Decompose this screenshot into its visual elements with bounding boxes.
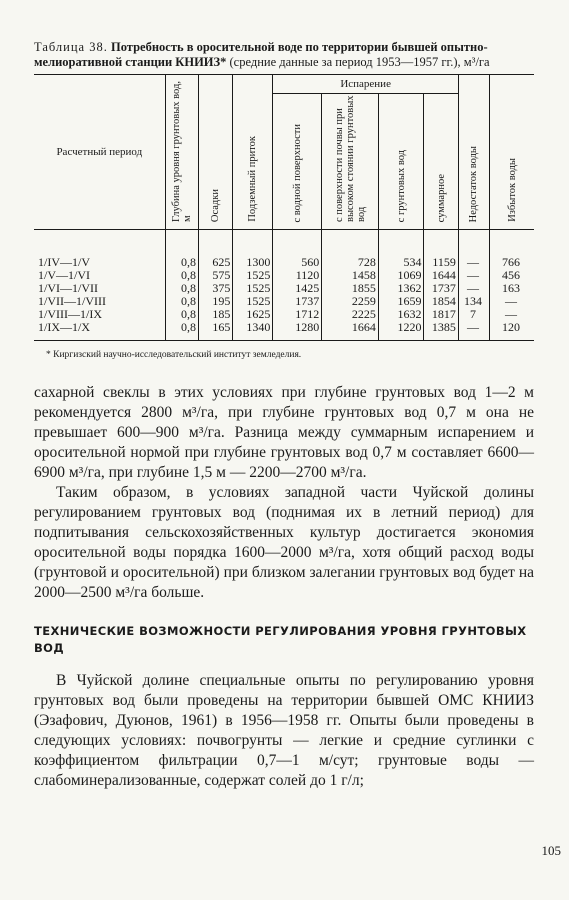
header-deficit: Недостаток воды <box>458 75 489 230</box>
table-row <box>34 230 534 270</box>
cell-evap-total: 1385 <box>424 321 458 341</box>
cell-inflow: 1525 <box>233 282 273 295</box>
header-evap-group: Испарение <box>273 75 459 94</box>
cell-evap-total: 1159 <box>424 230 458 270</box>
table-bottom-rule <box>34 341 534 342</box>
cell-inflow: 1340 <box>233 321 273 341</box>
header-depth: Глубина уровня грунтовых вод, м <box>165 75 198 230</box>
page-content <box>34 40 534 791</box>
cell-evap-ground: 1220 <box>378 321 424 341</box>
cell-evap-soil: 728 <box>322 230 379 270</box>
cell-period: 1/VIII—1/IX <box>38 307 102 321</box>
cell-evap-soil: 1664 <box>322 321 379 341</box>
cell-surplus: 163 <box>490 282 535 295</box>
table-row <box>34 321 534 341</box>
cell-inflow: 1625 <box>233 308 273 321</box>
cell-precip: 625 <box>198 230 232 270</box>
cell-precip: 165 <box>198 321 232 341</box>
paragraph-3: В Чуйской долине специальные опыты по регулированию уровня грунтовых вод были проведены на территории бывшей ОМС КНИИЗ (Эзафович, Дуюнов, 1961) в 1956—1958 гг. Опыты были проведены в следующих условиях: почвогрунты — легкие и средние суглинки с коэффициентом фильтрации 0,7—1 м/сут; грунтовые воды — слабоминерализованные, содержат солей до 1 г/л; <box>34 672 534 789</box>
cell-period: 1/IX—1/X <box>38 320 90 334</box>
header-period: Расчетный период <box>34 75 165 230</box>
cell-deficit: — <box>458 269 489 282</box>
paragraph-1: сахарной свеклы в этих условиях при глубине грунтовых вод 1—2 м рекомендуется 2800 м³/га, при глубине грунтовых вод 0,7 м она не превышает 600—900 м³/га. Разница между суммарным испарением и оросительной нормой при глубине грунтовых вод 0,7 м составляет 6600—6900 м³/га, при глубине 1,5 м — 2200—2700 м³/га. <box>34 384 534 481</box>
cell-evap-water: 560 <box>273 230 322 270</box>
cell-depth: 0,8 <box>165 269 198 282</box>
cell-surplus: 766 <box>490 230 535 270</box>
cell-evap-soil: 1458 <box>322 269 379 282</box>
cell-deficit: — <box>458 282 489 295</box>
cell-period: 1/V—1/VI <box>38 268 90 282</box>
header-evap-ground: с грунтовых вод <box>378 94 424 230</box>
header-evap-total: суммарное <box>424 94 458 230</box>
paragraph-2: Таким образом, в условиях западной части Чуйской долины регулированием грунтовых вод (поднимая их в летний период) для подпитывания сельскохозяйственных культур достигается экономия оросительной воды порядка 1600—2000 м³/га, хотя общий расход воды (грунтовой и оросительной) при близком залегании грунтовых вод будет на 2000—2500 м³/га больше. <box>34 484 534 601</box>
header-inflow: Подземный приток <box>233 75 273 230</box>
cell-depth: 0,8 <box>165 295 198 308</box>
table-body <box>34 230 534 341</box>
cell-evap-ground: 1632 <box>378 308 424 321</box>
caption-lead: Таблица 38. <box>34 40 108 54</box>
caption-title: Потребность в оросительной воде по территории бывшей опытно-мелиоративной станции КНИИЗ* <box>34 40 488 69</box>
cell-inflow: 1300 <box>233 230 273 270</box>
cell-evap-water: 1712 <box>273 308 322 321</box>
cell-surplus: — <box>490 295 535 308</box>
table-row <box>34 269 534 282</box>
cell-evap-ground: 1069 <box>378 269 424 282</box>
cell-precip: 375 <box>198 282 232 295</box>
cell-surplus: — <box>490 308 535 321</box>
header-row <box>34 75 534 94</box>
cell-deficit: — <box>458 321 489 341</box>
cell-depth: 0,8 <box>165 230 198 270</box>
cell-depth: 0,8 <box>165 321 198 341</box>
cell-evap-total: 1854 <box>424 295 458 308</box>
cell-inflow: 1525 <box>233 295 273 308</box>
cell-deficit: 7 <box>458 308 489 321</box>
cell-surplus: 456 <box>490 269 535 282</box>
table-row <box>34 308 534 321</box>
footnote: * Киргизский научно-исследовательский институт земледелия. <box>46 350 302 360</box>
header-surplus: Избыток воды <box>490 75 535 230</box>
cell-evap-ground: 1659 <box>378 295 424 308</box>
table-row <box>34 282 534 295</box>
cell-evap-water: 1425 <box>273 282 322 295</box>
section-heading: ТЕХНИЧЕСКИЕ ВОЗМОЖНОСТИ РЕГУЛИРОВАНИЯ УРОВНЯ ГРУНТОВЫХ ВОД <box>34 624 527 655</box>
cell-evap-soil: 2225 <box>322 308 379 321</box>
cell-evap-ground: 534 <box>378 230 424 270</box>
header-evap-water: с водной поверхности <box>273 94 322 230</box>
table-caption <box>34 40 534 70</box>
cell-evap-water: 1280 <box>273 321 322 341</box>
caption-rest: (средние данные за период 1953—1957 гг.), м³/га <box>229 55 490 69</box>
cell-period: 1/VI—1/VII <box>38 281 98 295</box>
cell-evap-total: 1817 <box>424 308 458 321</box>
cell-evap-water: 1120 <box>273 269 322 282</box>
page-number: 105 <box>541 843 561 858</box>
cell-depth: 0,8 <box>165 308 198 321</box>
cell-evap-ground: 1362 <box>378 282 424 295</box>
data-table <box>34 74 534 341</box>
cell-depth: 0,8 <box>165 282 198 295</box>
header-evap-soil: с поверхности почвы при высоком стоянии грунтовых вод <box>322 94 379 230</box>
cell-period: 1/VII—1/VIII <box>38 294 106 308</box>
cell-deficit: 134 <box>458 295 489 308</box>
cell-precip: 575 <box>198 269 232 282</box>
cell-evap-total: 1644 <box>424 269 458 282</box>
cell-evap-water: 1737 <box>273 295 322 308</box>
cell-evap-total: 1737 <box>424 282 458 295</box>
table-row <box>34 295 534 308</box>
cell-period: 1/IV—1/V <box>38 255 90 269</box>
cell-evap-soil: 2259 <box>322 295 379 308</box>
cell-surplus: 120 <box>490 321 535 341</box>
cell-inflow: 1525 <box>233 269 273 282</box>
cell-precip: 195 <box>198 295 232 308</box>
cell-deficit: — <box>458 230 489 270</box>
cell-precip: 185 <box>198 308 232 321</box>
cell-evap-soil: 1855 <box>322 282 379 295</box>
header-precip: Осадки <box>198 75 232 230</box>
